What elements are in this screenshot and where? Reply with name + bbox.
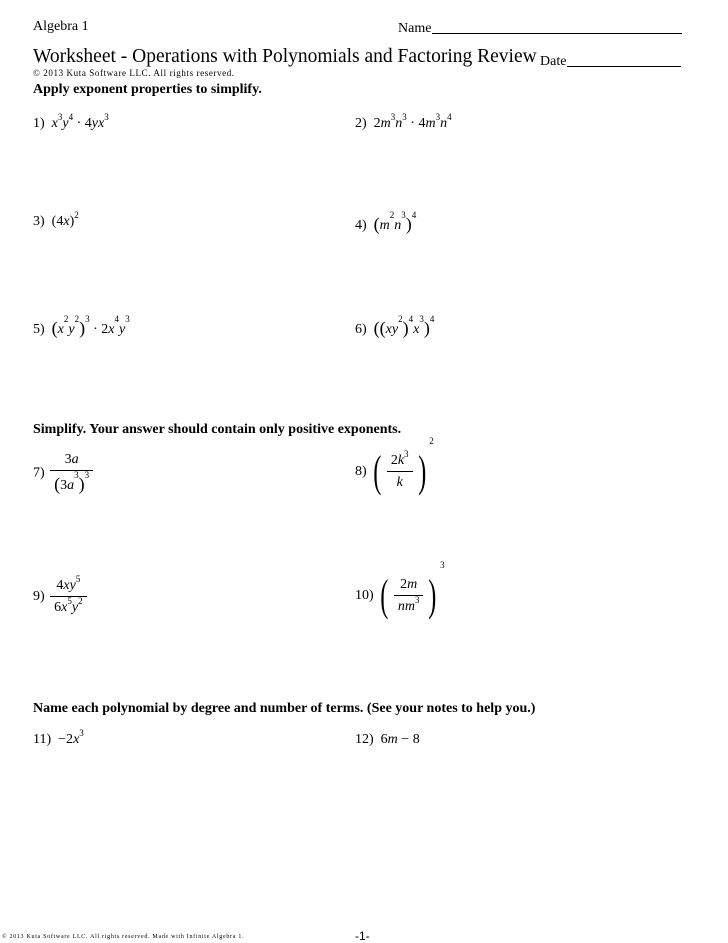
problem-3-number: 3) — [33, 214, 45, 229]
date-field — [540, 52, 681, 70]
problem-10-expression: ( $\frac{2m}{nm^3}$ )$^3$ — [380, 560, 445, 620]
problem-11 — [33, 728, 84, 748]
problem-1 — [33, 112, 109, 132]
problem-10-number: 10) — [355, 588, 374, 603]
problem-3-expression: $(4x)^2$ — [48, 210, 79, 229]
problem-9-number: 9) — [33, 589, 45, 604]
problem-7 — [33, 452, 95, 495]
problem-6-number: 6) — [355, 322, 367, 337]
section-3-instruction: Name each polynomial by degree and number of terms. (See your notes to help you.) — [33, 701, 536, 716]
problem-8 — [355, 436, 434, 496]
problem-10 — [355, 560, 445, 620]
name-line[interactable] — [432, 19, 682, 34]
problem-9-expression: $\frac{4xy^5}{6x^5y^2}$ — [50, 578, 86, 616]
problem-6-expression: $((xy^2)^4x^3)^4$ — [373, 314, 435, 338]
problem-5 — [33, 314, 130, 339]
problem-5-expression: $(x^2y^2)^3 \cdot 2x^4y^3$ — [51, 314, 130, 338]
problem-11-number: 11) — [33, 732, 52, 747]
problem-4-expression: $(m^2n^3)^4$ — [373, 210, 417, 234]
section-1-instruction: Apply exponent properties to simplify. — [33, 82, 262, 97]
problem-9 — [33, 574, 89, 616]
problem-1-number: 1) — [33, 116, 45, 131]
problem-2-expression: $2m^3n^3 \cdot 4m^3n^4$ — [370, 112, 452, 131]
problem-12-expression: 6m − 8 — [377, 732, 420, 747]
problem-7-expression: $\frac{3a}{(3a^3)^3}$ — [50, 452, 93, 495]
problem-4-number: 4) — [355, 218, 367, 233]
problem-5-number: 5) — [33, 322, 45, 337]
header-copyright: © 2013 Kuta Software LLC. All rights reserved. — [33, 68, 235, 78]
date-line[interactable] — [567, 52, 681, 67]
problem-11-expression: $-2x^3$ — [54, 728, 84, 747]
name-label: Name — [398, 21, 432, 36]
page-number: -1- — [355, 929, 370, 943]
problem-7-number: 7) — [33, 465, 45, 481]
problem-2 — [355, 112, 452, 132]
problem-6 — [355, 314, 435, 339]
problem-8-number: 8) — [355, 464, 367, 479]
course-label: Algebra 1 — [33, 19, 89, 34]
footer-copyright: © 2013 Kuta Software LLC. All rights reserved. Made with Infinite Algebra 1. — [2, 934, 245, 940]
problem-1-expression: $x^3y^4 \cdot 4yx^3$ — [48, 112, 109, 131]
date-label: Date — [540, 54, 567, 69]
section-2-instruction: Simplify. Your answer should contain only positive exponents. — [33, 422, 402, 437]
problem-8-expression: ( $\frac{2k^3}{k}$ )$^2$ — [373, 436, 434, 496]
problem-4 — [355, 210, 417, 235]
problem-12-number: 12) — [355, 732, 374, 747]
worksheet-title: Worksheet - Operations with Polynomials and Factoring Review — [33, 46, 537, 67]
problem-2-number: 2) — [355, 116, 367, 131]
problem-12 — [355, 732, 420, 748]
problem-3 — [33, 210, 79, 230]
name-field — [398, 19, 682, 37]
